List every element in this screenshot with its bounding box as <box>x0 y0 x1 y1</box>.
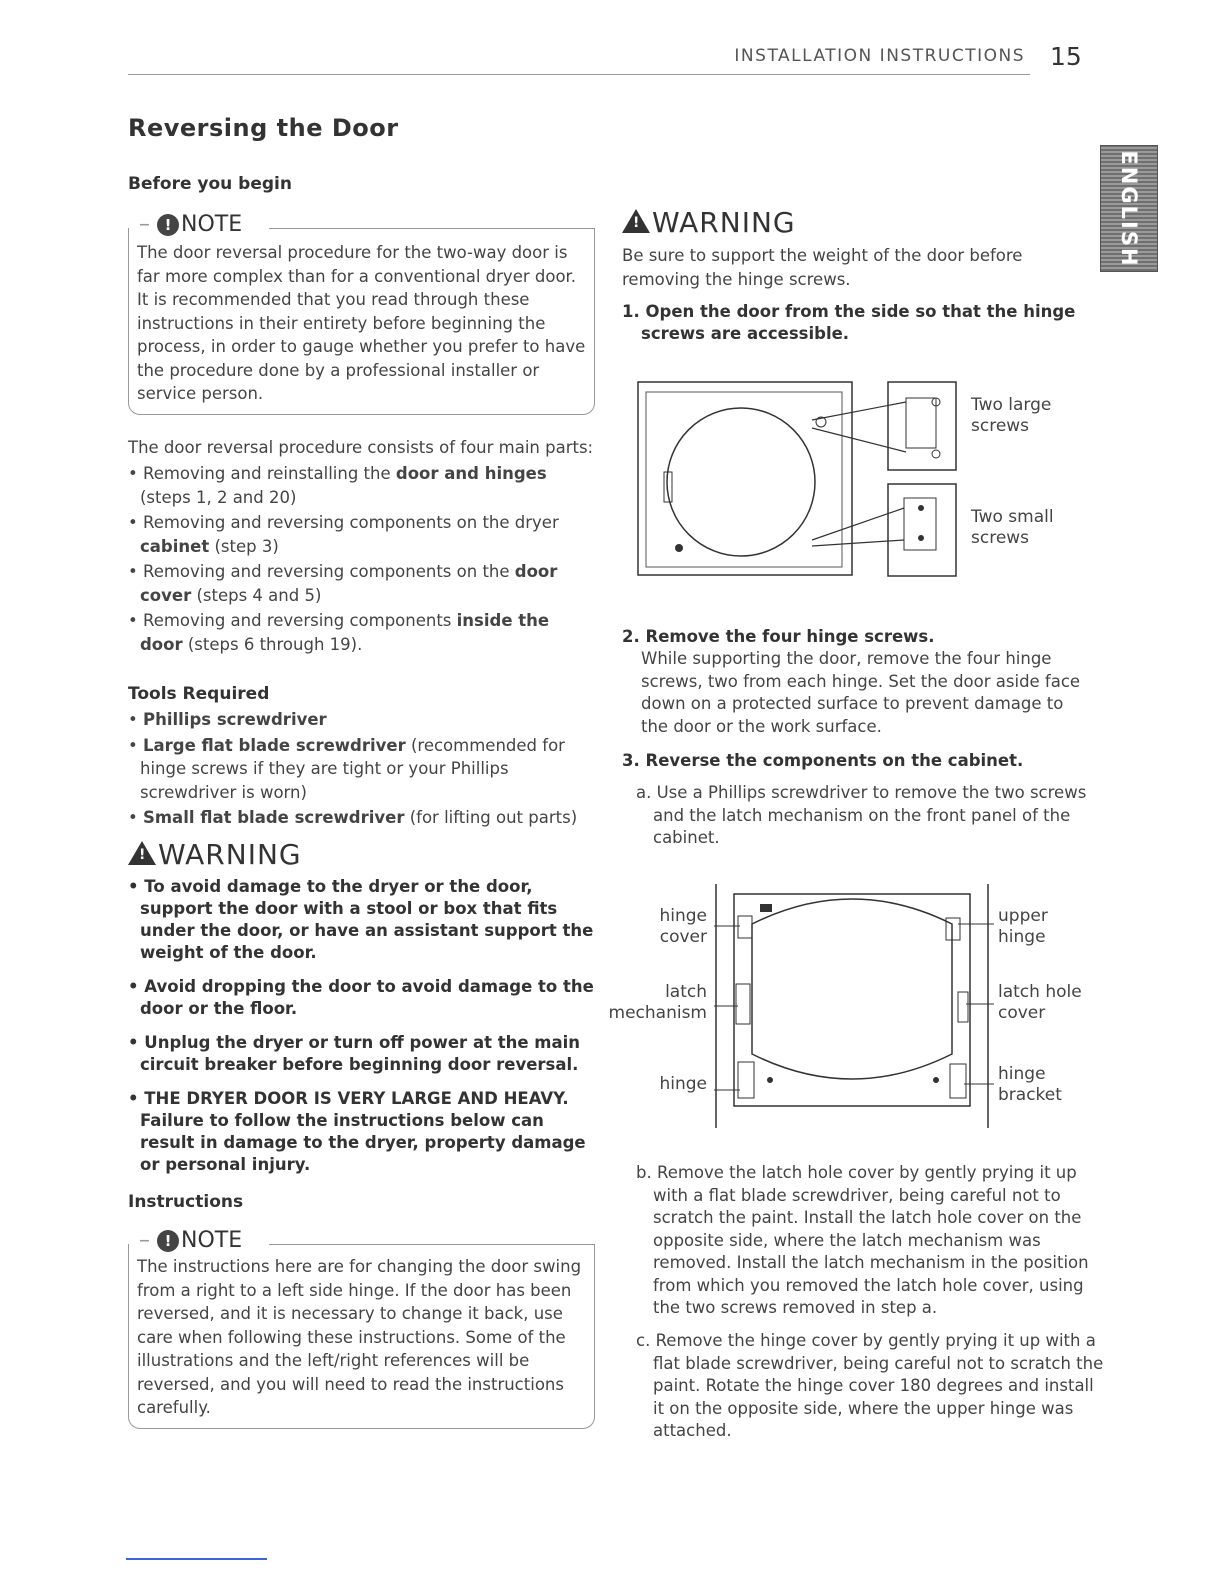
parts-intro: The door reversal procedure consists of four main parts: <box>128 438 594 457</box>
step-1: 1. Open the door from the side so that the hinge screws are accessible. <box>622 302 1076 343</box>
warning-icon <box>622 209 650 233</box>
note-box-1 <box>128 212 595 415</box>
note-title-2: – ! NOTE <box>139 1228 248 1253</box>
step-3c-text: c. Remove the hinge cover by gently prying it up with a flat blade screwdriver, being careful not to scratch the paint. Rotate the hinge cover 180 degrees and install it on the opposite side, where the upper hinge was attached. <box>636 1331 1104 1440</box>
step-3-title: 3. Reverse the components on the cabinet. <box>622 751 1024 770</box>
instructions-heading: Instructions <box>128 1192 244 1212</box>
info-icon: ! <box>157 214 179 236</box>
list-item: • THE DRYER DOOR IS VERY LARGE AND HEAVY. Failure to follow the instructions below can result in damage to the dryer, property damage or personal injury. <box>128 1089 586 1174</box>
latch-hole-cover-label: latch hole cover <box>998 982 1082 1023</box>
warning-right-text: Be sure to support the weight of the door before removing the hinge screws. <box>622 246 1023 289</box>
note-title-1: – ! NOTE <box>139 212 248 237</box>
list-item: • Removing and reversing components inside the door (steps 6 through 19). <box>128 611 550 654</box>
list-item: • Large flat blade screwdriver (recommended for hinge screws if they are tight or your Phillips screwdriver is worn) <box>128 735 565 802</box>
language-tab-label: ENGLISH <box>1117 149 1141 268</box>
hinge-label: hinge <box>659 1074 707 1094</box>
list-item: • Unplug the dryer or turn off power at the main circuit breaker before beginning door reversal. <box>128 1033 581 1074</box>
note-1-text: The door reversal procedure for the two-way door is far more complex than for a conventional dryer door. It is recommended that you read through these instructions in their entirety before beginning the process, in order to gauge whether you prefer to have the procedure done by a professional installer or service person. <box>137 243 586 403</box>
step-3a-text: a. Use a Phillips screwdriver to remove the two screws and the latch mechanism on the front panel of the cabinet. <box>636 783 1087 847</box>
tools-heading: Tools Required <box>128 684 270 704</box>
note-title-text: NOTE <box>181 212 243 237</box>
header-title: INSTALLATION INSTRUCTIONS <box>734 46 1025 66</box>
warning-title-right: !WARNING <box>622 206 796 239</box>
cabinet-components-figure <box>714 884 994 1130</box>
two-large-screws-label: Two large screws <box>971 395 1052 436</box>
hinge-screws-figure <box>636 380 966 580</box>
list-item: • Removing and reversing components on the dryer cabinet (step 3) <box>128 513 559 556</box>
page-number: 15 <box>1050 42 1082 71</box>
list-item: • To avoid damage to the dryer or the door, support the door with a stool or box that fits under the door, or have an assistant support the weight of the door. <box>128 877 594 962</box>
list-item: • Removing and reinstalling the door and hinges (steps 1, 2 and 20) <box>128 464 547 507</box>
upper-hinge-label: upper hinge <box>998 906 1048 947</box>
two-small-screws-label: Two small screws <box>971 507 1054 548</box>
note-box-2 <box>128 1228 595 1429</box>
warning-title-left: !WARNING <box>128 838 302 871</box>
language-tab <box>1100 145 1158 272</box>
note-title-text: NOTE <box>181 1228 243 1253</box>
list-item: • Phillips screwdriver <box>128 710 327 729</box>
list-item: • Avoid dropping the door to avoid damage to the door or the floor. <box>128 977 594 1018</box>
list-item: • Removing and reversing components on the door cover (steps 4 and 5) <box>128 562 558 605</box>
footer-line <box>126 1558 267 1560</box>
hinge-bracket-label: hinge bracket <box>998 1064 1062 1105</box>
section-title: Reversing the Door <box>128 114 399 142</box>
note-rule <box>269 228 594 229</box>
hinge-cover-label: hinge cover <box>659 906 707 947</box>
note-2-text: The instructions here are for changing the door swing from a right to a left side hinge. If the door has been reversed, and it is necessary to change it back, use care when following these instructions. Some of the illustrations and the left/right references will be reversed, and you will need to read the instructions carefully. <box>137 1257 582 1417</box>
before-you-begin-heading: Before you begin <box>128 174 292 194</box>
tools-list <box>128 708 598 830</box>
list-item: • Small flat blade screwdriver (for lifting out parts) <box>128 808 578 827</box>
step-2-text: While supporting the door, remove the four hinge screws, two from each hinge. Set the door aside face down on a protected surface to prevent damage to the door or the work surface. <box>641 649 1081 736</box>
step-2-title: 2. Remove the four hinge screws. <box>622 627 935 646</box>
latch-mechanism-label: latch mechanism <box>608 982 707 1023</box>
step-3b-text: b. Remove the latch hole cover by gently prying it up with a flat blade screwdriver, being careful not to scratch the paint. Install the latch hole cover on the opposite side, where the latch mechanism was removed. Install the latch mechanism in the position from which you removed the latch hole cover, using the two screws removed in step a. <box>636 1163 1089 1317</box>
note-rule <box>269 1244 594 1245</box>
header-divider <box>128 74 1030 75</box>
parts-list <box>128 462 593 656</box>
warning-icon <box>128 841 156 865</box>
info-icon: ! <box>157 1230 179 1252</box>
warning-list <box>128 876 598 1176</box>
